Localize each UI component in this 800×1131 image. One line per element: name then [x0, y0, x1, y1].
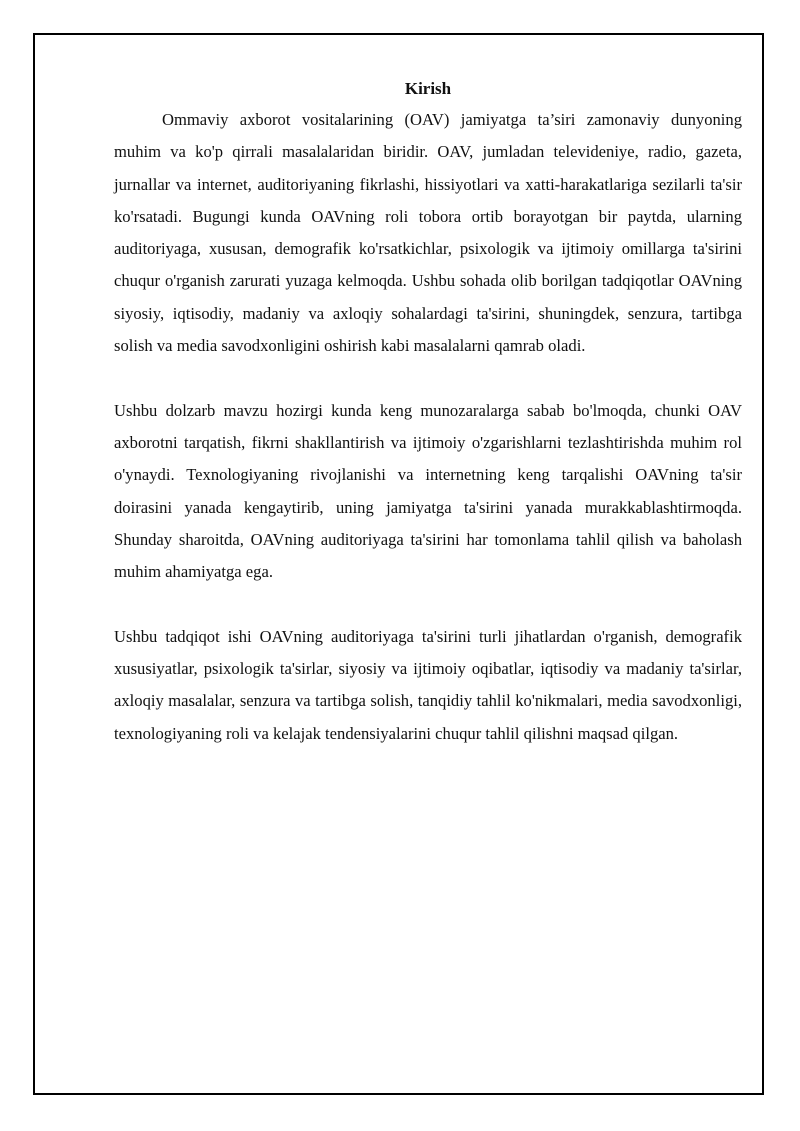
paragraph-2: Ushbu dolzarb mavzu hozirgi kunda keng munozaralarga sabab bo'lmoqda, chunki OAV axborotni tarqatish, fikrni shakllantirish va ijtimoiy o'zgarishlarni tezlashtirishda muhim rol o'ynaydi. Texnologiyaning rivojlanishi va internetning keng tarqalishi OAVning ta'sir doirasini yanada kengaytirib, uning jamiyatga ta'sirini yanada murakkablashtirmoqda. Shunday sharoitda, OAVning auditoriyaga ta'sirini har tomonlama tahlil qilish va baholash muhim ahamiyatga ega.	[114, 400, 742, 582]
document-title: Kirish	[404, 79, 452, 98]
document-body	[114, 74, 742, 750]
paragraph-3: Ushbu tadqiqot ishi OAVning auditoriyaga ta'sirini turli jihatlardan o'rganish, demografik xususiyatlar, psixologik ta'sirlar, siyosiy va ijtimoiy oqibatlar, iqtisodiy va madaniy ta'sirlar, axloqiy masalalar, senzura va tartibga solish, tanqidiy tahlil ko'nikmalari, media savodxonligi, texnologiyaning roli va kelajak tendensiyalarini chuqur tahlil qilishni maqsad qilgan.	[114, 626, 742, 743]
paragraph-1: Ommaviy axborot vositalarining (OAV) jamiyatga ta’siri zamonaviy dunyoning muhim va ko'p qirrali masalalaridan biridir. OAV, jumladan televideniye, radio, gazeta, jurnallar va internet, auditoriyaning fikrlashi, hissiyotlari va xatti-harakatlariga sezilarli ta'sir ko'rsatadi. Bugungi kunda OAVning roli tobora ortib borayotgan bir paytda, ularning auditoriyaga, xususan, demografik ko'rsatkichlar, psixologik va ijtimoiy omillarga ta'sirini chuqur o'rganish zarurati yuzaga kelmoqda. Ushbu sohada olib borilgan tadqiqotlar OAVning siyosiy, iqtisodiy, madaniy va axloqiy sohalardagi ta'sirini, shuningdek, senzura, tartibga solish va media savodxonligini oshirish kabi masalalarni qamrab oladi.	[114, 110, 742, 356]
